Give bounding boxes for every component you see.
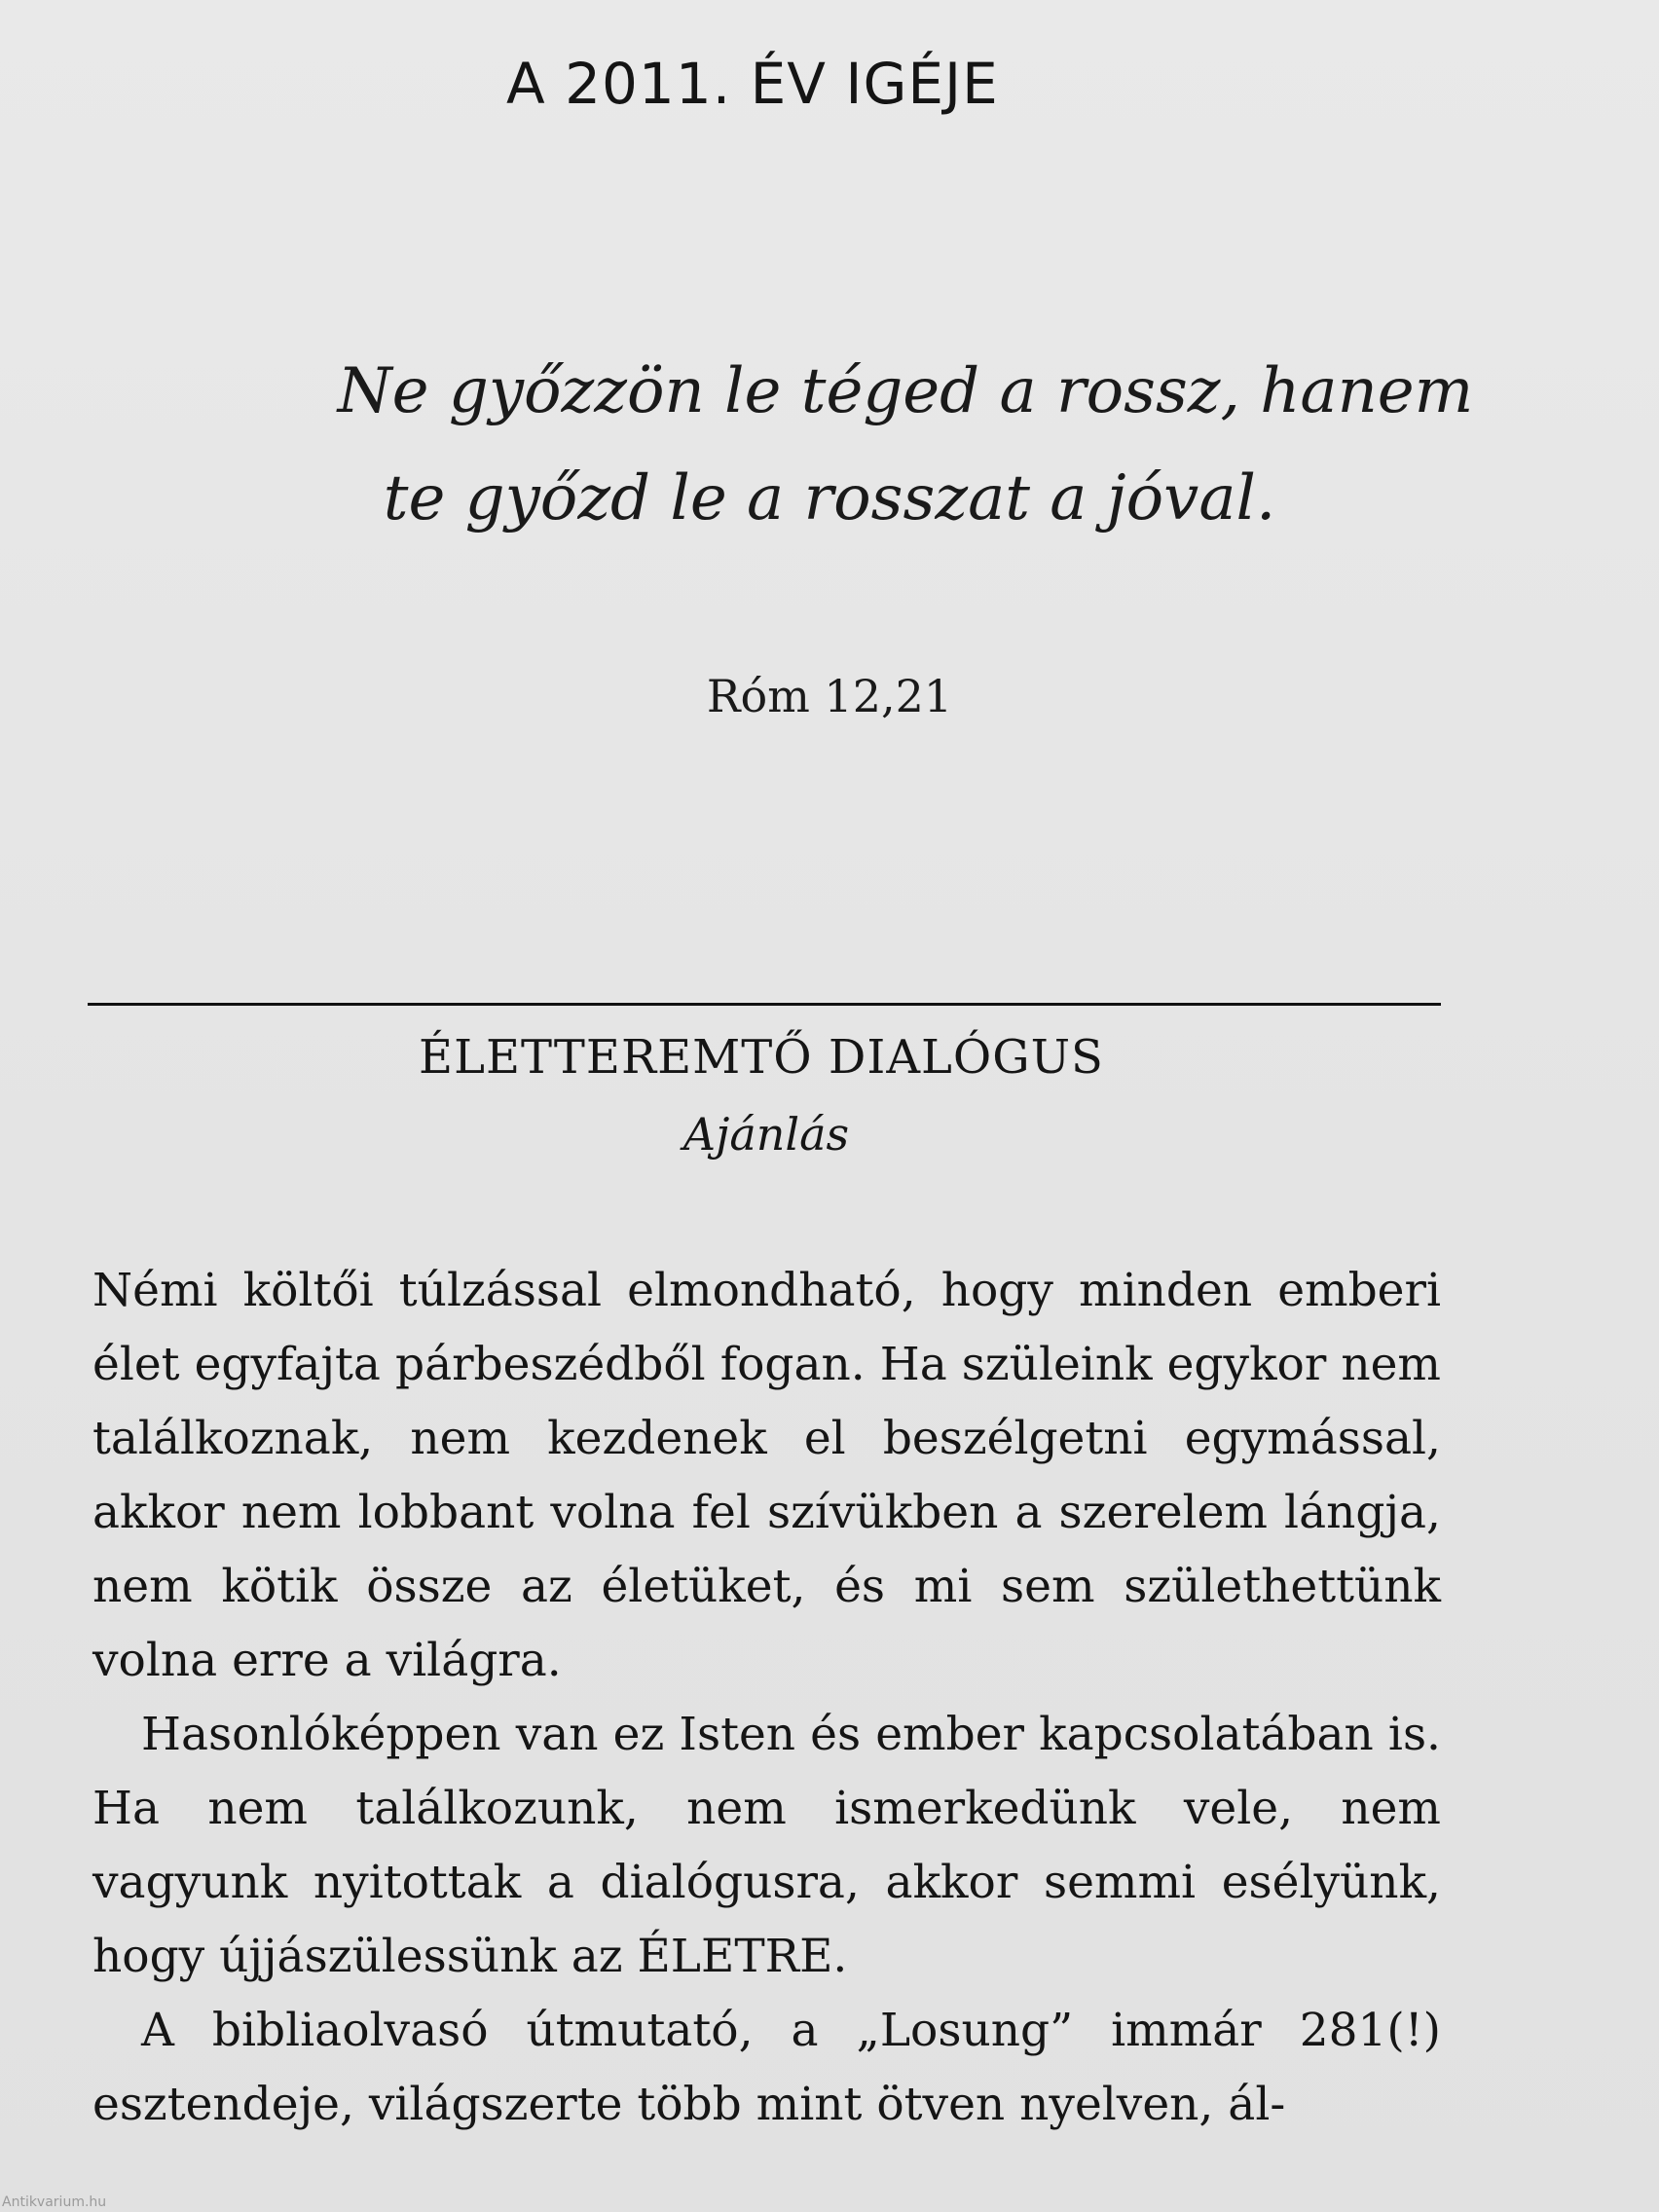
page-title: A 2011. ÉV IGÉJE bbox=[506, 51, 999, 117]
section-subtitle: Ajánlás bbox=[682, 1108, 850, 1161]
body-text bbox=[92, 1254, 1441, 2142]
verse-line-2: te győzd le a rosszat a jóval. bbox=[383, 462, 1276, 535]
paragraph: Némi költői túlzással elmondható, hogy minden emberi élet egyfajta párbeszédből fogan. Ha szüleink egykor nem találkoznak, nem kezdenek el beszélgetni egymással, akkor nem lobbant volna fel szívükben a szerelem lángja, nem kötik össze az életüket, és mi sem születhettünk volna erre a világra. bbox=[92, 1264, 1441, 1687]
section-divider bbox=[88, 1003, 1441, 1006]
paragraph: Hasonlóképpen van ez Isten és ember kapcsolatában is. Ha nem találkozunk, nem ismerkedünk vele, nem vagyunk nyitottak a dialógusra, akkor semmi esélyünk, hogy újjászülessünk az ÉLETRE. bbox=[92, 1708, 1441, 1983]
verse-line-1: Ne győzzön le téged a rossz, hanem bbox=[337, 355, 1474, 427]
section-title: ÉLETTEREMTŐ DIALÓGUS bbox=[419, 1030, 1104, 1085]
paragraph: A bibliaolvasó útmutató, a „Losung” immár 281(!) esztendeje, világszerte több mint ötven nyelven, ál- bbox=[92, 2004, 1441, 2131]
watermark: Antikvarium.hu bbox=[2, 2194, 107, 2210]
verse-reference: Róm 12,21 bbox=[706, 670, 953, 722]
